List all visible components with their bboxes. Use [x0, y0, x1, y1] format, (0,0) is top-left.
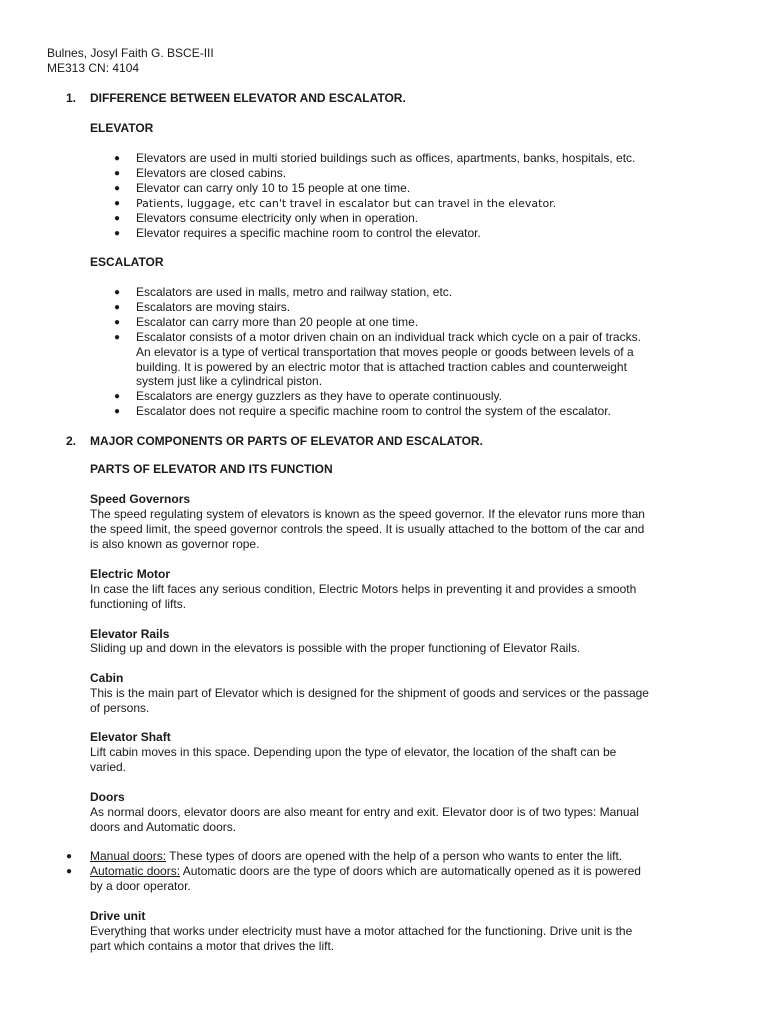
section-1-number: 1. — [66, 91, 77, 105]
list-item: Escalator consists of a motor driven chain on an individual track which cycle on a pair of tracks. — [136, 330, 641, 344]
bullet-icon: ● — [66, 851, 73, 862]
part-heading: Doors — [90, 790, 125, 804]
paragraph-line: As normal doors, elevator doors are also meant for entry and exit. Elevator door is of two types: Manual — [90, 805, 639, 819]
paragraph-line: is also known as governor rope. — [90, 537, 260, 551]
door-type-continuation: by a door operator. — [90, 879, 191, 893]
paragraph-line: of persons. — [90, 701, 150, 715]
list-item: Elevators are closed cabins. — [136, 166, 287, 180]
door-type-label: Manual doors: — [90, 849, 167, 863]
list-item: Escalators are moving stairs. — [136, 300, 291, 314]
bullet-icon: ● — [114, 228, 121, 239]
paragraph-line: Sliding up and down in the elevators is possible with the proper functioning of Elevator Rails. — [90, 641, 581, 655]
bullet-icon: ● — [114, 302, 121, 313]
bullet-icon: ● — [114, 391, 121, 402]
bullet-icon: ● — [114, 287, 121, 298]
paragraph-line: doors and Automatic doors. — [90, 820, 237, 834]
paragraph-line: varied. — [90, 760, 127, 774]
section-2-subtitle: PARTS OF ELEVATOR AND ITS FUNCTION — [90, 462, 333, 476]
part-heading: Elevator Rails — [90, 627, 170, 641]
bullet-icon: ● — [66, 866, 73, 877]
list-item: Elevators are used in multi storied buildings such as offices, apartments, banks, hospitals, etc. — [136, 151, 636, 165]
list-item-continuation: system just like a cylindrical piston. — [136, 374, 323, 388]
list-item-continuation: An elevator is a type of vertical transportation that moves people or goods between levels of a — [136, 345, 634, 359]
bullet-icon: ● — [114, 317, 121, 328]
section-2-number: 2. — [66, 434, 77, 448]
part-heading: Speed Governors — [90, 492, 191, 506]
paragraph-line: This is the main part of Elevator which is designed for the shipment of goods and services or the passage — [90, 686, 649, 700]
paragraph-line: functioning of lifts. — [90, 597, 187, 611]
list-item-continuation: building. It is powered by an electric motor that is attached traction cables and counterweight — [136, 360, 627, 374]
bullet-icon: ● — [114, 153, 121, 164]
paragraph-line: the speed limit, the speed governor controls the speed. It is usually attached to the bottom of the car and — [90, 522, 645, 536]
list-item: Escalators are energy guzzlers as they have to operate continuously. — [136, 389, 502, 403]
list-item: Escalator does not require a specific machine room to control the system of the escalator. — [136, 404, 611, 418]
bullet-icon: ● — [114, 198, 121, 209]
bullet-icon: ● — [114, 213, 121, 224]
elevator-heading: ELEVATOR — [90, 121, 154, 135]
section-1-title: DIFFERENCE BETWEEN ELEVATOR AND ESCALATOR. — [90, 91, 406, 105]
paragraph-line: The speed regulating system of elevators is known as the speed governor. If the elevator runs more than — [90, 507, 645, 521]
list-item: Escalators are used in malls, metro and railway station, etc. — [136, 285, 453, 299]
list-item: Escalator can carry more than 20 people at one time. — [136, 315, 419, 329]
part-heading: Elevator Shaft — [90, 730, 171, 744]
author-line: Bulnes, Josyl Faith G. BSCE-III — [47, 46, 214, 60]
door-type-automatic — [90, 864, 641, 879]
list-item: Elevator can carry only 10 to 15 people at one time. — [136, 181, 411, 195]
paragraph-line: part which contains a motor that drives the lift. — [90, 939, 335, 953]
list-item: Patients, luggage, etc can't travel in escalator but can travel in the elevator. — [136, 197, 557, 210]
paragraph-line: Lift cabin moves in this space. Depending upon the type of elevator, the location of the shaft can be — [90, 745, 617, 759]
bullet-icon: ● — [114, 332, 121, 343]
part-heading: Cabin — [90, 671, 124, 685]
paragraph-line: In case the lift faces any serious condition, Electric Motors helps in preventing it and provides a smooth — [90, 582, 637, 596]
list-item: Elevator requires a specific machine room to control the elevator. — [136, 226, 481, 240]
bullet-icon: ● — [114, 183, 121, 194]
part-heading: Electric Motor — [90, 567, 171, 581]
course-line: ME313 CN: 4104 — [47, 61, 140, 75]
list-item: Elevators consume electricity only when in operation. — [136, 211, 419, 225]
section-2-title: MAJOR COMPONENTS OR PARTS OF ELEVATOR AND ESCALATOR. — [90, 434, 483, 448]
bullet-icon: ● — [114, 406, 121, 417]
door-type-label: Automatic doors: — [90, 864, 181, 878]
door-type-text: Automatic doors are the type of doors which are automatically opened as it is powered — [182, 864, 641, 878]
door-type-manual — [90, 849, 622, 864]
escalator-heading: ESCALATOR — [90, 255, 164, 269]
paragraph-line: Everything that works under electricity must have a motor attached for the functioning. Drive unit is the — [90, 924, 633, 938]
door-type-text: These types of doors are opened with the help of a person who wants to enter the lift. — [169, 849, 623, 863]
bullet-icon: ● — [114, 168, 121, 179]
part-heading: Drive unit — [90, 909, 146, 923]
